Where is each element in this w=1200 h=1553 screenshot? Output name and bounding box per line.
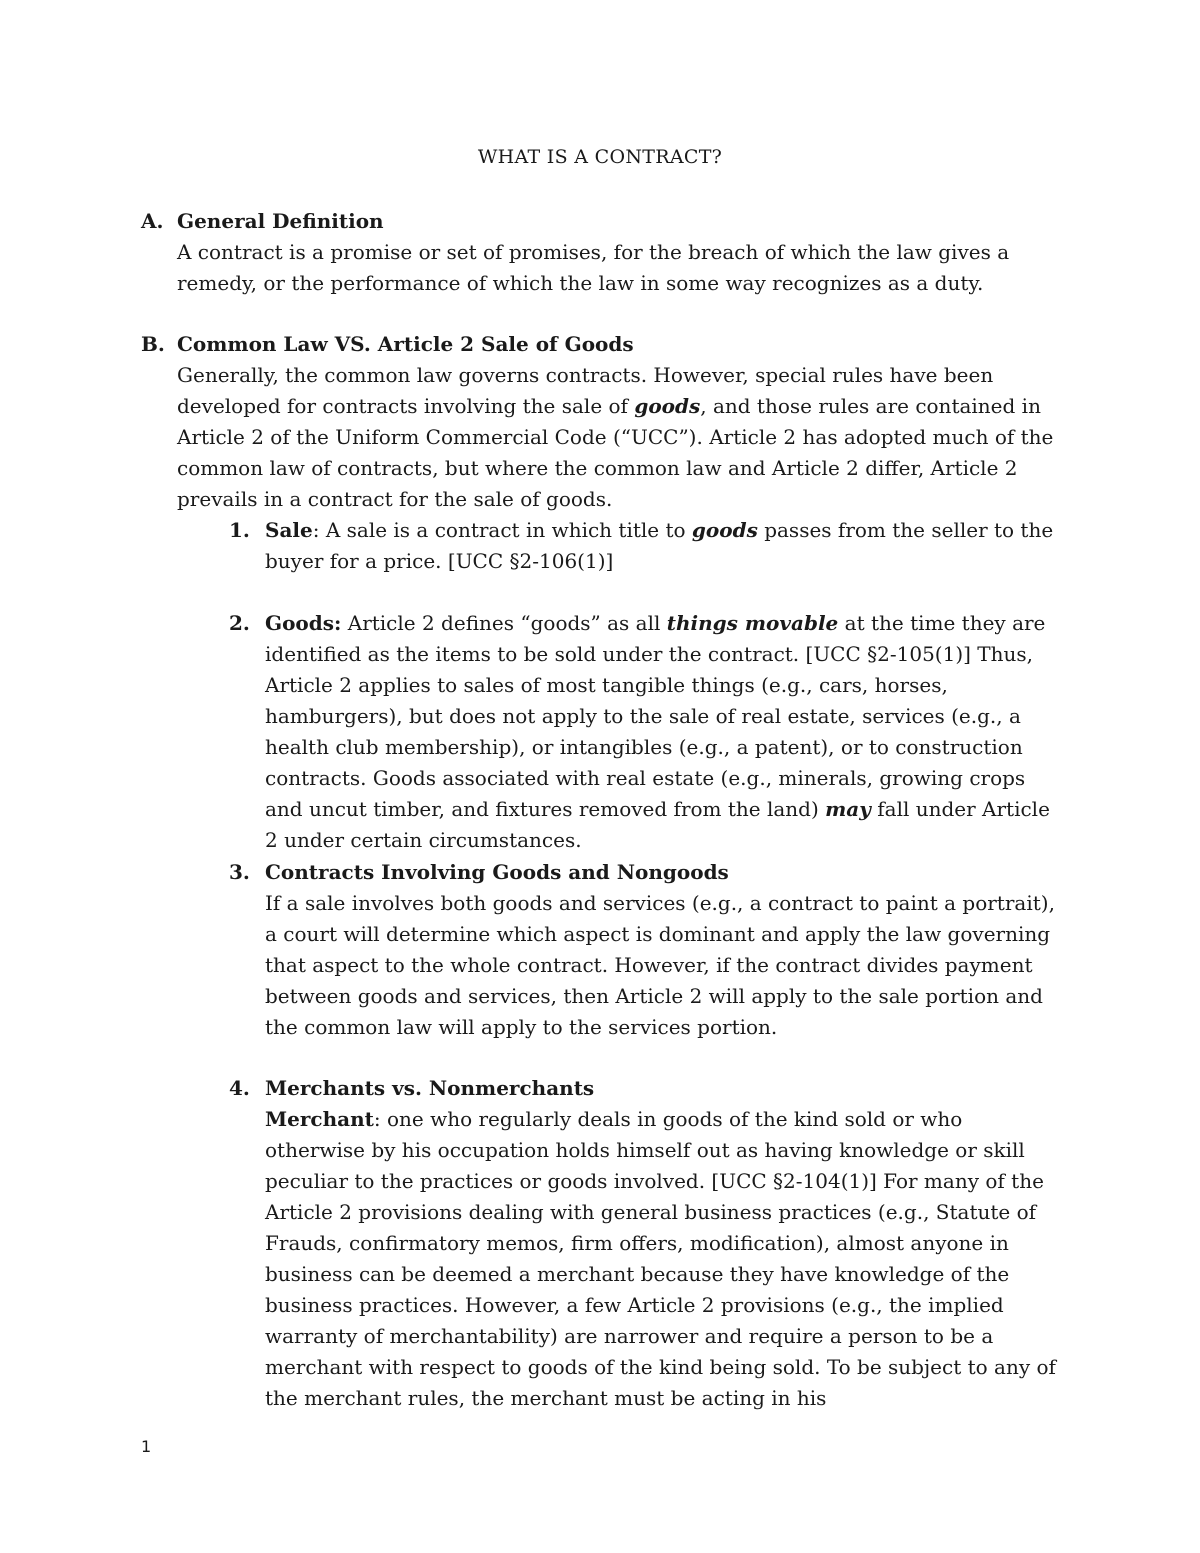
- item-text: Article 2 defines “goods” as all: [341, 611, 667, 635]
- emphasis-goods: goods: [634, 394, 701, 418]
- section-heading: Common Law VS. Article 2 Sale of Goods: [177, 332, 634, 356]
- section-general-definition: [141, 206, 1081, 299]
- item-paragraph: [265, 1104, 1059, 1414]
- emphasis-goods: goods: [691, 518, 758, 542]
- term-goods: Goods:: [265, 611, 342, 635]
- term-sale: Sale: [265, 518, 313, 542]
- item-heading: Contracts Involving Goods and Nongoods: [265, 860, 729, 884]
- term-merchant: Merchant: [265, 1107, 374, 1131]
- list-item-goods-and-nongoods: [229, 857, 1059, 1043]
- item-text: : A sale is a contract in which title to: [312, 518, 692, 542]
- section-paragraph: A contract is a promise or set of promises, for the breach of which the law gives a remedy, or the performance of which the law in some way recognizes as a duty.: [177, 240, 1010, 295]
- emphasis-may: may: [825, 797, 871, 821]
- item-text: fall under Article 2 under certain circumstances.: [265, 797, 1050, 852]
- item-text: passes from the seller to the buyer for a price. [UCC §2-106(1)]: [265, 518, 1054, 573]
- section-common-law-vs-article-2: [141, 329, 1081, 515]
- page-title: WHAT IS A CONTRACT?: [477, 146, 723, 168]
- paragraph-text: , and those rules are contained in Article 2 of the Uniform Commercial Code (“UCC”). Article 2 has adopted much of the common law of contracts, but where the common law and Article 2 differ, Article 2 prevails in a contract for the sale of goods.: [177, 394, 1054, 511]
- list-number: 4.: [229, 1076, 250, 1100]
- item-text: at the time they are identified as the items to be sold under the contract. [UCC §2-105(1)] Thus, Article 2 applies to sales of most tangible things (e.g., cars, horses, hamburgers), but does not apply to the sale of real estate, services (e.g., a health club membership), or intangibles (e.g., a patent), or to construction contracts. Goods associated with real estate (e.g., minerals, growing crops and uncut timber, and fixtures removed from the land): [265, 611, 1046, 821]
- list-number: 3.: [229, 860, 250, 884]
- list-number: 2.: [229, 611, 250, 635]
- section-paragraph: [177, 360, 1081, 515]
- section-heading: General Definition: [177, 209, 384, 233]
- list-number: 1.: [229, 518, 250, 542]
- emphasis-things-movable: things movable: [666, 611, 839, 635]
- page-number: 1: [141, 1437, 152, 1456]
- item-heading: Merchants vs. Nonmerchants: [265, 1076, 595, 1100]
- list-item-merchants: [229, 1073, 1059, 1414]
- section-marker: A.: [141, 209, 164, 233]
- list-item-sale: [229, 515, 1059, 577]
- item-paragraph: If a sale involves both goods and services (e.g., a contract to paint a portrait), a court will determine which aspect is dominant and apply the law governing that aspect to the whole contract. However, if the contract divides payment between goods and services, then Article 2 will apply to the sale portion and the common law will apply to the services portion.: [265, 891, 1055, 1039]
- list-item-goods: [229, 608, 1059, 856]
- section-marker: B.: [141, 332, 165, 356]
- item-text: : one who regularly deals in goods of the kind sold or who otherwise by his occupation holds himself out as having knowledge or skill peculiar to the practices or goods involved. [UCC §2-104(1)] For many of the Article 2 provisions dealing with general business practices (e.g., Statute of Frauds, confirmatory memos, firm offers, modification), almost anyone in business can be deemed a merchant because they have knowledge of the business practices. However, a few Article 2 provisions (e.g., the implied warranty of merchantability) are narrower and require a person to be a merchant with respect to goods of the kind being sold. To be subject to any of the merchant rules, the merchant must be acting in his: [265, 1107, 1056, 1410]
- paragraph-text: Generally, the common law governs contracts. However, special rules have been developed for contracts involving the sale of: [177, 363, 994, 418]
